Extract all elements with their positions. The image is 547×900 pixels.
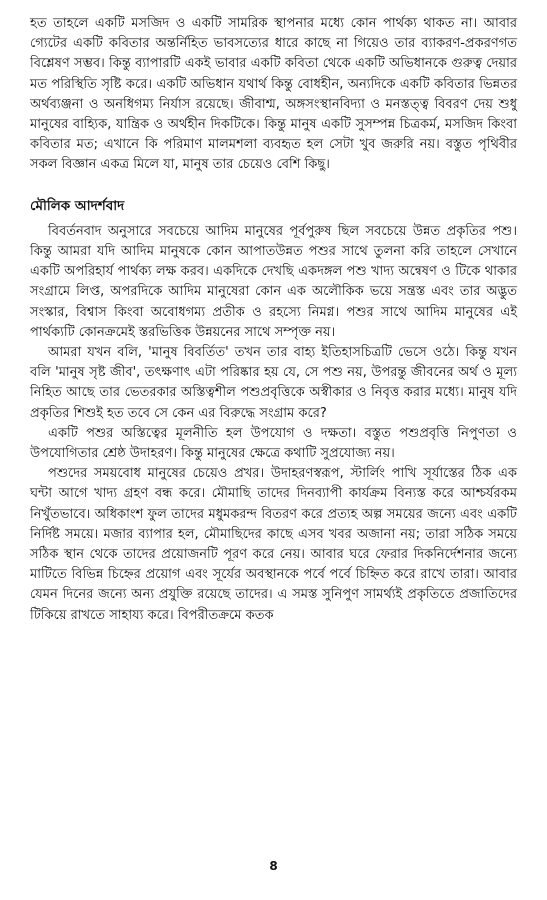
section-heading: মৌলিক আদর্শবাদ [30,197,125,214]
body-paragraph-2: আমরা যখন বলি, 'মানুষ বিবর্তিত' তখন তার বাহ্য ইতিহাসচিত্রটি ভেসে ওঠে। কিন্তু যখন বলি 'মানুষ সৃষ্ট জীব', তৎক্ষণাৎ এটা পরিষ্কার হয় যে, সে পশু নয়, উপরন্তু জীবনের অর্থ ও মূল্য নিহিত আছে তার ভেতরকার অস্তিত্বশীল পশুপ্রবৃত্তিকে অস্বীকার ও নিবৃত্ত করার মধ্যে। মানুষ যদি প্রকৃতির শিশুই হত তবে সে কেন এর বিরুদ্ধে সংগ্রাম করে? [30,345,517,421]
intro-paragraph: হত তাহলে একটি মসজিদ ও একটি সামরিক স্থাপনার মধ্যে কোন পার্থক্য থাকত না। আবার গ্যেটের একটি কবিতার অন্তর্নিহিত ভাবসত্যের ধারে কাছে না গিয়েও তার ব্যাকরণ-প্রকরণগত বিশ্লেষণ সম্ভব। কিন্তু ব্যাপারটি একই ভাবার একটি কবিতা থেকে একটি অভিধানকে গুরুত্ব দেয়ার মত পরিস্থিতি সৃষ্টি করে। একটি অভিধান যথার্থ কিন্তু বোধহীন, অন্যদিকে একটি কবিতার ভিন্নতর অর্থব্যঞ্জনা ও অনধিগম্য নির্যাস রয়েছে। জীবাশ্ম, অঙ্গসংস্থানবিদ্যা ও মনস্তত্ত্ব বিবরণ দেয় শুধু মানুষের বাহ্যিক, যান্ত্রিক ও অর্থহীন দিকটিকে। কিন্তু মানুষ একটি সুসম্পন্ন চিত্রকর্ম, মসজিদ কিংবা কবিতার মত; এখানে কি পরিমাণ মালমশলা ব্যবহৃত হল সেটা খুব জরুরি নয়। বস্তুত পৃথিবীর সকল বিজ্ঞান একত্র মিলে যা, মানুষ তার চেয়েও বেশি কিছু। [30,16,517,173]
body-paragraph-3: একটি পশুর অস্তিত্বের মূলনীতি হল উপযোগ ও দক্ষতা। বস্তুত পশুপ্রবৃত্তি নিপুণতা ও উপযোগিতার শ্রেষ্ঠ উদাহরণ। কিন্তু মানুষের ক্ষেত্রে কথাটি সুপ্রযোজ্য নয়। [30,425,517,462]
body-paragraph-1: বিবর্তনবাদ অনুসারে সবচেয়ে আদিম মানুষের পূর্বপুরুষ ছিল সবচেয়ে উন্নত প্রকৃতির পশু। কিন্তু আমরা যদি আদিম মানুষকে কোন আপাতউন্নত পশুর সাথে তুলনা করি তাহলে সেখানে একটি অপরিহার্য পার্থক্য লক্ষ করব। একদিকে দেখছি একদঙ্গল পশু খাদ্য অন্বেষণ ও টিকে থাকার সংগ্রামে লিপ্ত, অপরদিকে আদিম মানুষেরা কোন এক অলৌকিক ভয়ে সন্ত্রস্ত এবং তার অদ্ভুত সংস্কার, বিশ্বাস কিংবা অবোধগম্য প্রতীক ও রহস্যে নিমগ্ন। পশুর সাথে আদিম মানুষের এই পার্থক্যটি কোনক্রমেই স্তরভিত্তিক উন্নয়নের সাথে সম্পৃক্ত নয়। [30,223,517,340]
page-number: 8 [269,859,278,873]
body-paragraph-4: পশুদের সময়বোধ মানুষের চেয়েও প্রখর। উদাহরণস্বরূপ, স্টার্লিং পাখি সূর্যাস্তের ঠিক এক ঘন্টা আগে খাদ্য গ্রহণ বন্ধ করে। মৌমাছি তাদের দিনব্যাপী কার্যক্রম বিন্যস্ত করে আশ্চর্যরকম নিখুঁতভাবে। অধিকাংশ ফুল তাদের মধুমকরন্দ বিতরণ করে প্রত্যহ অল্প সময়ের জন্যে এবং একটি নির্দিষ্ট সময়ে। মজার ব্যাপার হল, মৌমাছিদের কাছে এসব খবর অজানা নয়; তারা সঠিক সময়ে সঠিক স্থান থেকে তাদের প্রয়োজনটি পূরণ করে নেয়। আবার ঘরে ফেরার দিকনির্দেশনার জন্যে মাটিতে বিভিন্ন চিহ্নের প্রয়োগ এবং সূর্যের অবস্থানকে পর্বে পর্বে চিহ্নিত করে রাখে তারা। আবার যেমন দিনের জন্যে অন্য প্রযুক্তি রয়েছে তাদের। এ সমস্ত সুনিপুণ সামর্থ্যই প্রকৃতিতে প্রজাতিদের টিকিয়ে রাখতে সাহায্য করে। বিপরীতক্রমে কতক [30,466,517,623]
